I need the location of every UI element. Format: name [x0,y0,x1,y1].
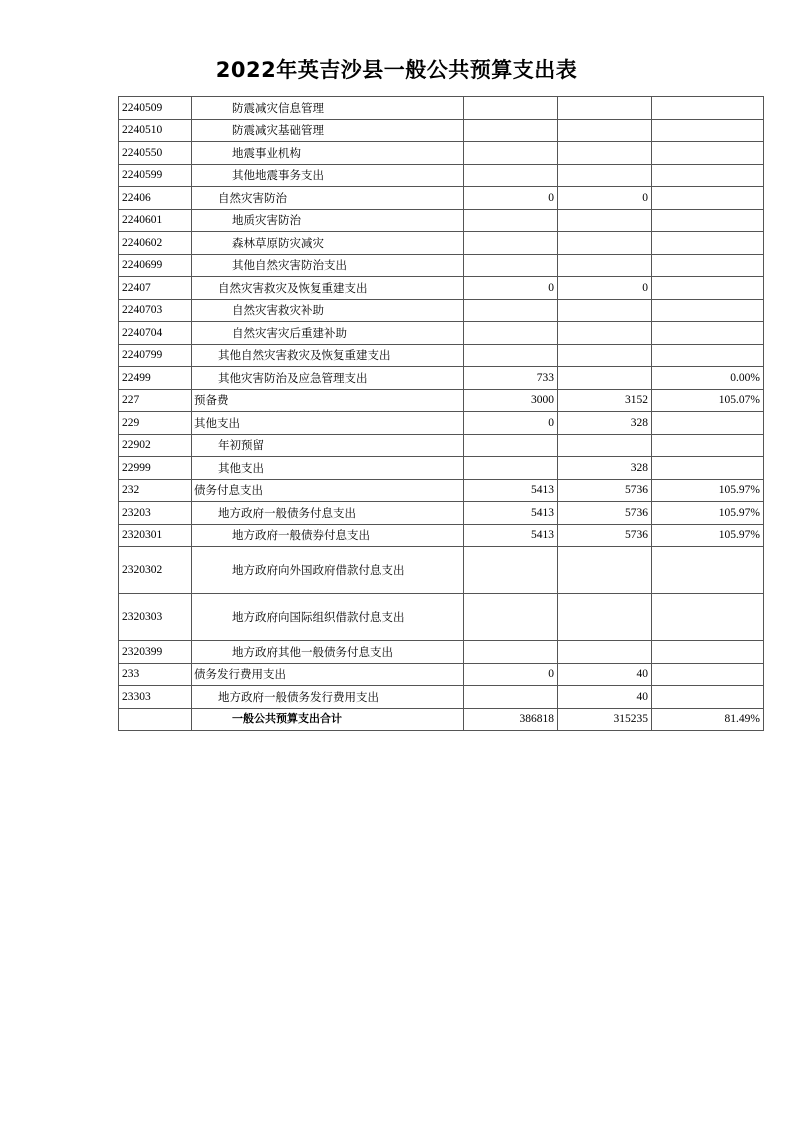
actual-amount-cell: 3152 [558,389,652,412]
actual-amount-cell: 40 [558,663,652,686]
completion-ratio-cell [652,209,764,232]
total-ratio-cell: 81.49% [652,708,764,731]
subject-name-cell: 防震减灾信息管理 [192,97,464,120]
completion-ratio-cell: 105.97% [652,502,764,525]
subject-name-cell: 地方政府向国际组织借款付息支出 [192,594,464,641]
completion-ratio-cell [652,299,764,322]
subject-code-cell: 232 [119,479,192,502]
actual-amount-cell [558,119,652,142]
completion-ratio-cell: 105.97% [652,479,764,502]
budget-amount-cell [464,232,558,255]
budget-amount-cell [464,686,558,709]
subject-name-cell: 其他灾害防治及应急管理支出 [192,367,464,390]
budget-amount-cell [464,164,558,187]
subject-code-cell: 2320302 [119,547,192,594]
page-title: 2022年英吉沙县一般公共预算支出表 [215,58,578,82]
table-body [119,97,764,731]
subject-name-cell: 防震减灾基础管理 [192,119,464,142]
budget-amount-cell: 5413 [464,479,558,502]
actual-amount-cell [558,209,652,232]
completion-ratio-cell [652,119,764,142]
table-row [119,322,764,345]
subject-code-cell: 2240510 [119,119,192,142]
budget-amount-cell: 0 [464,277,558,300]
subject-name-cell: 森林草原防灾减灾 [192,232,464,255]
table-row [119,641,764,664]
budget-amount-cell: 0 [464,412,558,435]
subject-name-cell: 自然灾害救灾补助 [192,299,464,322]
budget-amount-cell [464,119,558,142]
table-row [119,412,764,435]
budget-amount-cell [464,434,558,457]
budget-amount-cell [464,344,558,367]
subject-code-cell: 227 [119,389,192,412]
table-row [119,594,764,641]
actual-amount-cell [558,434,652,457]
subject-code-cell: 2240602 [119,232,192,255]
subject-name-cell: 地方政府一般债务付息支出 [192,502,464,525]
completion-ratio-cell [652,322,764,345]
budget-amount-cell: 0 [464,187,558,210]
subject-name-cell: 其他支出 [192,412,464,435]
subject-name-cell: 预备费 [192,389,464,412]
subject-name-cell: 地方政府向外国政府借款付息支出 [192,547,464,594]
budget-amount-cell [464,97,558,120]
subject-name-cell: 年初预留 [192,434,464,457]
subject-code-cell: 2240599 [119,164,192,187]
table-row [119,524,764,547]
table-row [119,686,764,709]
subject-name-cell: 地方政府一般债务发行费用支出 [192,686,464,709]
actual-amount-cell [558,254,652,277]
subject-name-cell: 其他自然灾害救灾及恢复重建支出 [192,344,464,367]
subject-code-cell: 2320399 [119,641,192,664]
budget-amount-cell: 5413 [464,524,558,547]
completion-ratio-cell [652,663,764,686]
table-row [119,232,764,255]
table-row [119,164,764,187]
subject-code-cell: 2240703 [119,299,192,322]
budget-amount-cell [464,322,558,345]
subject-code-cell: 23303 [119,686,192,709]
subject-code-cell: 23203 [119,502,192,525]
completion-ratio-cell [652,187,764,210]
subject-code-cell: 22999 [119,457,192,480]
table-row [119,97,764,120]
table-row [119,434,764,457]
subject-name-cell: 地质灾害防治 [192,209,464,232]
table-row [119,187,764,210]
completion-ratio-cell [652,254,764,277]
table-row [119,209,764,232]
budget-amount-cell [464,457,558,480]
actual-amount-cell: 0 [558,187,652,210]
actual-amount-cell [558,594,652,641]
subject-name-cell: 地方政府其他一般债务付息支出 [192,641,464,664]
table-row [119,663,764,686]
budget-amount-cell [464,142,558,165]
completion-ratio-cell [652,164,764,187]
completion-ratio-cell [652,232,764,255]
actual-amount-cell [558,641,652,664]
budget-amount-cell [464,299,558,322]
completion-ratio-cell [652,434,764,457]
total-label-cell: 一般公共预算支出合计 [192,708,464,731]
actual-amount-cell: 5736 [558,502,652,525]
total-budget-cell: 386818 [464,708,558,731]
actual-amount-cell: 5736 [558,524,652,547]
budget-amount-cell [464,594,558,641]
subject-code-cell: 2240699 [119,254,192,277]
actual-amount-cell: 328 [558,412,652,435]
table-row [119,547,764,594]
table-row [119,344,764,367]
subject-code-cell: 2240550 [119,142,192,165]
table-row [119,277,764,300]
table-row [119,457,764,480]
subject-code-cell: 2240601 [119,209,192,232]
total-code-cell [119,708,192,731]
subject-name-cell: 自然灾害救灾及恢复重建支出 [192,277,464,300]
subject-code-cell: 2320301 [119,524,192,547]
subject-name-cell: 其他支出 [192,457,464,480]
completion-ratio-cell [652,97,764,120]
table-row [119,389,764,412]
subject-name-cell: 自然灾害防治 [192,187,464,210]
actual-amount-cell: 5736 [558,479,652,502]
completion-ratio-cell: 105.07% [652,389,764,412]
actual-amount-cell [558,344,652,367]
subject-name-cell: 自然灾害灾后重建补助 [192,322,464,345]
completion-ratio-cell [652,457,764,480]
completion-ratio-cell [652,412,764,435]
actual-amount-cell [558,322,652,345]
total-actual-cell: 315235 [558,708,652,731]
budget-amount-cell [464,641,558,664]
subject-code-cell: 2240509 [119,97,192,120]
budget-amount-cell [464,547,558,594]
subject-code-cell: 2240704 [119,322,192,345]
table-row [119,142,764,165]
subject-name-cell: 地方政府一般债券付息支出 [192,524,464,547]
subject-code-cell: 233 [119,663,192,686]
table-row [119,502,764,525]
completion-ratio-cell [652,344,764,367]
actual-amount-cell [558,142,652,165]
subject-code-cell: 22902 [119,434,192,457]
subject-name-cell: 债务发行费用支出 [192,663,464,686]
actual-amount-cell [558,164,652,187]
actual-amount-cell [558,97,652,120]
actual-amount-cell [558,367,652,390]
subject-name-cell: 其他地震事务支出 [192,164,464,187]
actual-amount-cell: 328 [558,457,652,480]
table-row [119,299,764,322]
completion-ratio-cell [652,277,764,300]
subject-code-cell: 2240799 [119,344,192,367]
actual-amount-cell [558,232,652,255]
total-row [119,708,764,731]
table-row [119,119,764,142]
budget-amount-cell: 733 [464,367,558,390]
table-row [119,254,764,277]
budget-amount-cell: 5413 [464,502,558,525]
completion-ratio-cell: 105.97% [652,524,764,547]
completion-ratio-cell: 0.00% [652,367,764,390]
actual-amount-cell [558,547,652,594]
budget-amount-cell [464,254,558,277]
subject-code-cell: 22406 [119,187,192,210]
subject-code-cell: 22407 [119,277,192,300]
budget-amount-cell [464,209,558,232]
budget-amount-cell: 0 [464,663,558,686]
table-row [119,367,764,390]
completion-ratio-cell [652,547,764,594]
table-row [119,479,764,502]
subject-code-cell: 229 [119,412,192,435]
subject-name-cell: 地震事业机构 [192,142,464,165]
completion-ratio-cell [652,686,764,709]
subject-name-cell: 债务付息支出 [192,479,464,502]
budget-amount-cell: 3000 [464,389,558,412]
actual-amount-cell [558,299,652,322]
subject-code-cell: 2320303 [119,594,192,641]
completion-ratio-cell [652,641,764,664]
actual-amount-cell: 0 [558,277,652,300]
completion-ratio-cell [652,142,764,165]
completion-ratio-cell [652,594,764,641]
budget-expenditure-table [118,96,764,731]
actual-amount-cell: 40 [558,686,652,709]
subject-code-cell: 22499 [119,367,192,390]
subject-name-cell: 其他自然灾害防治支出 [192,254,464,277]
